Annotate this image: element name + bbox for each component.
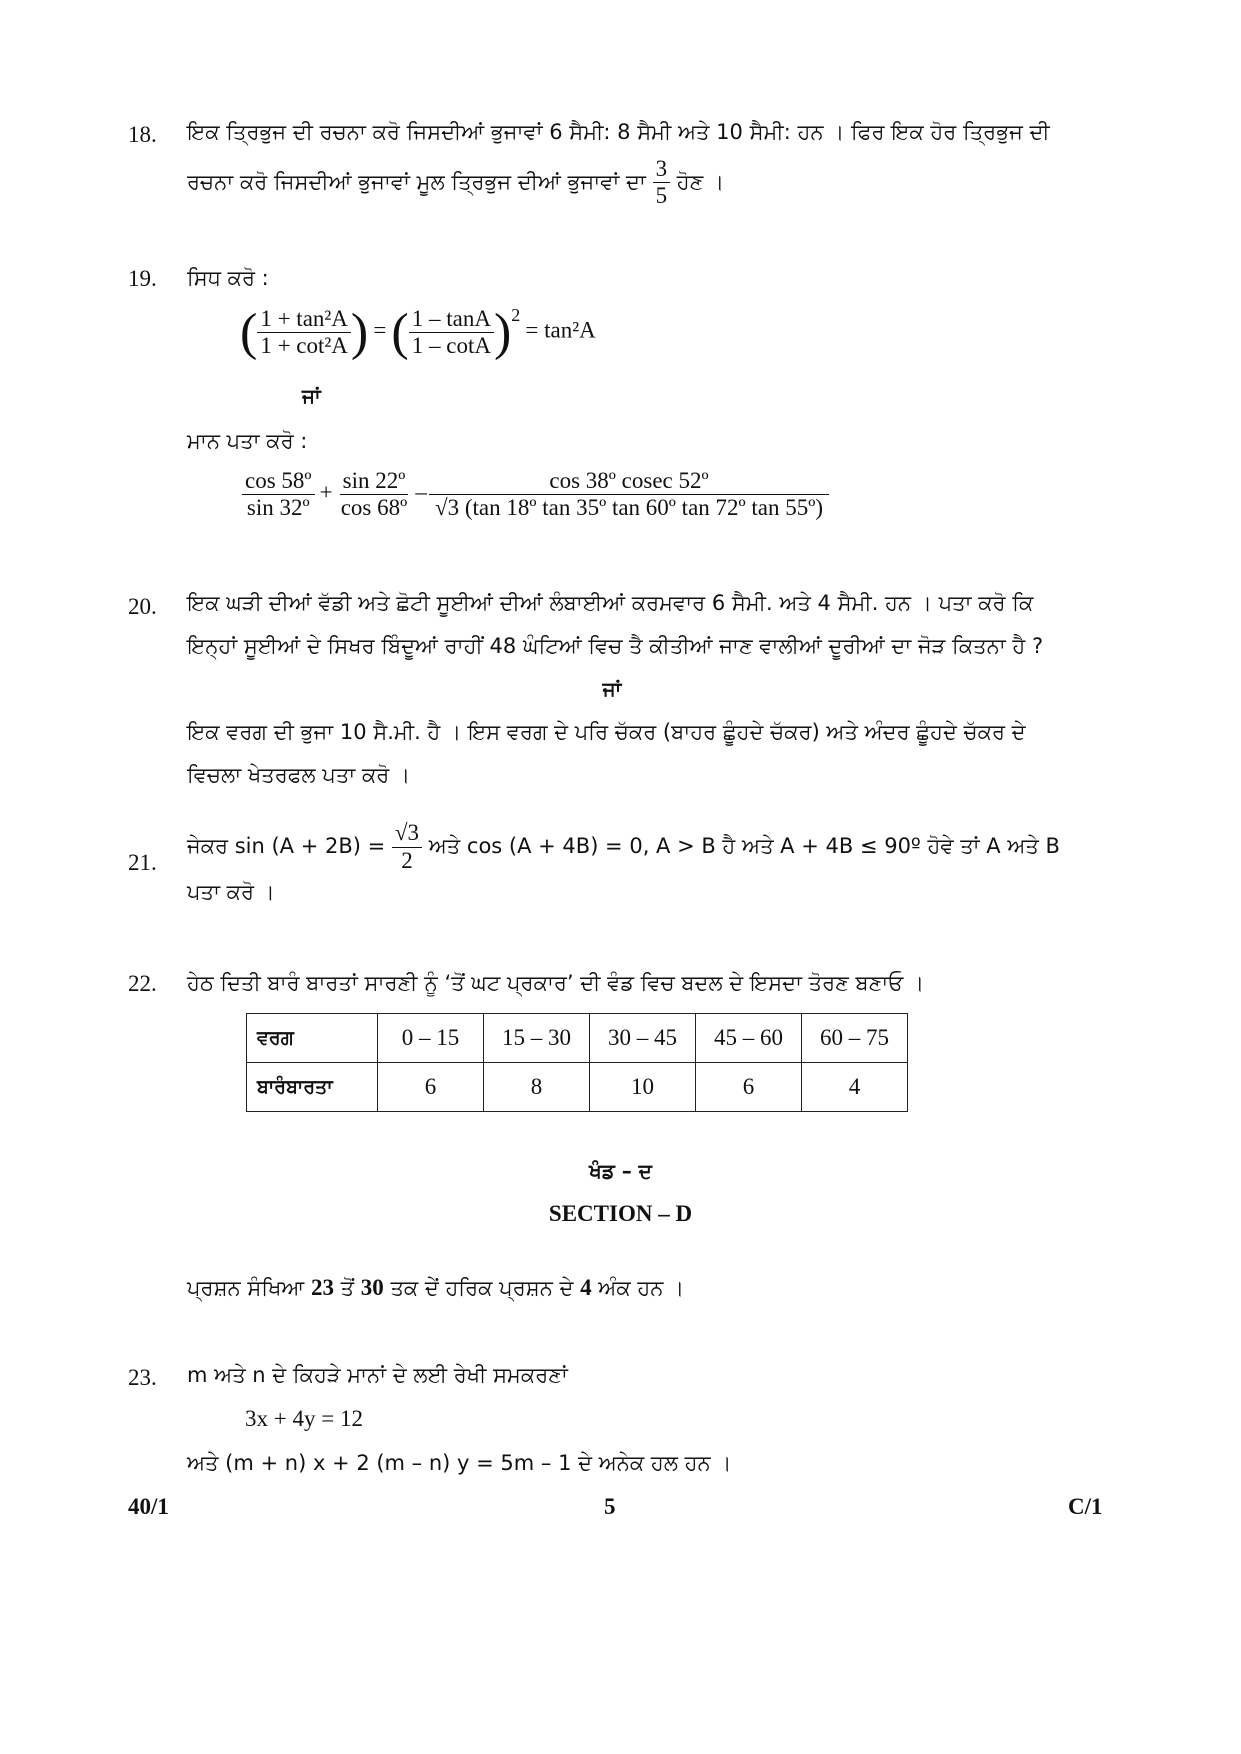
- section-title: SECTION – D: [548, 1201, 693, 1226]
- fraction: [257, 306, 351, 360]
- fraction: [409, 306, 494, 360]
- question-number: 21.: [128, 850, 157, 875]
- text-line: ਵਿਚਲਾ ਖੇਤਰਫਲ ਪਤਾ ਕਰੋ ।: [187, 763, 411, 787]
- text-line: ਇਕ ਵਰਗ ਦੀ ਭੁਜਾ 10 ਸੈ.ਮੀ. ਹੈ । ਇਸ ਵਰਗ ਦੇ ਪਰਿ ਚੱਕਰ (ਬਾਹਰ ਛੂੰਹਦੇ ਚੱਕਰ) ਅਤੇ ਅੰਦਰ ਛੂੰਹਦੇ ਚੱਕਰ ਦੇ: [187, 720, 1026, 744]
- table-cell: 45 – 60: [696, 1014, 802, 1063]
- prove-label: ਸਿਧ ਕਰੋ :: [187, 266, 269, 290]
- page-number: 5: [604, 1494, 616, 1519]
- question-number: 22.: [128, 971, 157, 996]
- text-line: ਇਕ ਤ੍ਰਿਭੁਜ ਦੀ ਰਚਨਾ ਕਰੋ ਜਿਸਦੀਆਂ ਭੁਜਾਵਾਂ 6 ਸੈਮੀ: 8 ਸੈਮੀ ਅਤੇ 10 ਸੈਮੀ: ਹਨ । ਫਿਰ ਇਕ ਹੋਰ ਤ੍ਰਿਭੁਜ ਦੀ: [187, 120, 1050, 144]
- table-cell: 0 – 15: [378, 1014, 484, 1063]
- text-line: m ਅਤੇ n ਦੇ ਕਿਹੜੇ ਮਾਨਾਂ ਦੇ ਲਈ ਰੇਖੀ ਸਮਕਰਣਾਂ: [187, 1363, 568, 1387]
- plus-sign: +: [319, 479, 333, 505]
- table-row: [247, 1014, 908, 1063]
- text-fragment: ਜੇਕਰ sin (A + 2B) =: [187, 834, 386, 858]
- text-line: ਇਨ੍ਹਾਂ ਸੂਈਆਂ ਦੇ ਸਿਖਰ ਬਿੰਦੂਆਂ ਰਾਹੀਂ 48 ਘੰਟਿਆਂ ਵਿਚ ਤੈ ਕੀਤੀਆਂ ਜਾਣ ਵਾਲੀਆਂ ਦੂਰੀਆਂ ਦਾ ਜੋੜ ਕਿਤਨਾ ਹੈ ?: [187, 634, 1044, 658]
- fraction-numerator: 1 – tanA: [409, 306, 494, 333]
- text-fragment: 30: [360, 1275, 384, 1300]
- text-line: ਇਕ ਘੜੀ ਦੀਆਂ ਵੱਡੀ ਅਤੇ ਛੋਟੀ ਸੂਈਆਂ ਦੀਆਂ ਲੰਬਾਈਆਂ ਕਰਮਵਾਰ 6 ਸੈਮੀ. ਅਤੇ 4 ਸੈਮੀ. ਹਨ । ਪਤਾ ਕਰੋ ਕਿ: [187, 591, 1034, 615]
- find-label: ਮਾਨ ਪਤਾ ਕਰੋ :: [187, 429, 308, 453]
- fraction-denominator: sin 32º: [246, 495, 310, 521]
- fraction-numerator: cos 58º: [242, 468, 315, 495]
- table-row: [247, 1063, 908, 1112]
- fraction-denominator: √3 (tan 18º tan 35º tan 60º tan 72º tan 55º): [434, 495, 824, 521]
- text-fragment: ਰਚਨਾ ਕਰੋ ਜਿਸਦੀਆਂ ਭੁਜਾਵਾਂ ਮੂਲ ਤ੍ਰਿਭੁਜ ਦੀਆਂ ਭੁਜਾਵਾਂ ਦਾ: [187, 169, 646, 194]
- fraction-numerator: cos 38º cosec 52º: [429, 468, 829, 495]
- section-title-punjabi: ਖੰਡ – ਦ: [589, 1159, 652, 1183]
- fraction: [653, 156, 671, 210]
- text-fragment: 23: [310, 1275, 334, 1300]
- identity-equation: ( $\frac{\text{1 + tan²A}}{\text{1 + cot²A}}$ ) = ( $\frac{1 - \tan A}{1 - \cot A}$ )$^2$ = tan²A: [240, 303, 596, 361]
- question-text: ਹੇਠ ਦਿਤੀ ਬਾਰੰ ਬਾਰਤਾਂ ਸਾਰਣੀ ਨੂੰ ‘ਤੋਂ ਘਟ ਪ੍ਰਕਾਰ’ ਦੀ ਵੰਡ ਵਿਚ ਬਦਲ ਦੇ ਇਸਦਾ ਤੋਰਣ ਬਣਾਓ ।: [187, 971, 925, 995]
- fraction-denominator: 2: [401, 847, 413, 873]
- text-line: ਅਤੇ (m + n) x + 2 (m – n) y = 5m – 1 ਦੇ ਅਨੇਕ ਹਲ ਹਨ ।: [187, 1451, 732, 1475]
- question-text: [187, 582, 1107, 797]
- evaluate-expression: [242, 468, 826, 522]
- fraction-numerator: √3: [392, 820, 422, 847]
- text-line: [187, 156, 1107, 210]
- table-cell: 60 – 75: [802, 1014, 908, 1063]
- text-fragment: ਅੰਕ ਹਨ ।: [598, 1276, 685, 1300]
- table-cell: 4: [802, 1063, 908, 1112]
- question-text: [187, 1353, 1107, 1485]
- set-code: C/1: [1068, 1494, 1103, 1519]
- text-fragment: ਪ੍ਰਸ਼ਨ ਸੰਖਿਆ: [187, 1276, 305, 1300]
- fraction-denominator: 1 + cot²A: [260, 333, 348, 359]
- equation: 3x + 4y = 12: [245, 1406, 363, 1431]
- table-cell: 8: [484, 1063, 590, 1112]
- question-number: 20.: [128, 594, 157, 619]
- question-number: 19.: [128, 266, 157, 291]
- table-cell: 6: [378, 1063, 484, 1112]
- equation-rhs: = tan²A: [525, 317, 596, 343]
- question-text: [187, 818, 1107, 910]
- row-header: ਬਾਰੰਬਾਰਤਾ: [247, 1063, 378, 1112]
- fraction: [392, 820, 422, 874]
- fraction: [242, 468, 315, 522]
- fraction: [432, 468, 826, 522]
- text-fragment: ਹੋਣ ।: [676, 169, 725, 194]
- fraction-denominator: cos 68º: [340, 495, 408, 521]
- exponent: 2: [511, 305, 521, 326]
- question-number: 18.: [128, 122, 157, 147]
- row-header: ਵਰਗ: [247, 1014, 378, 1063]
- minus-sign: –: [415, 479, 427, 505]
- paper-code: 40/1: [128, 1494, 169, 1519]
- text-fragment: ਤਕ ਦੇਂ ਹਰਿਕ ਪ੍ਰਸ਼ਨ ਦੇ: [390, 1276, 574, 1300]
- text-fragment: 4: [580, 1275, 592, 1300]
- text-line: ਪਤਾ ਕਰੋ ।: [187, 880, 275, 904]
- fraction-denominator: 1 – cotA: [411, 333, 491, 359]
- fraction-denominator: 5: [655, 183, 668, 209]
- equals-sign: =: [373, 317, 387, 343]
- or-label: ਜਾਂ: [302, 384, 321, 408]
- fraction-numerator: sin 22º: [340, 468, 409, 495]
- text-fragment: ਤੋਂ: [340, 1276, 355, 1300]
- or-label: ਜਾਂ: [602, 677, 622, 701]
- fraction: [338, 468, 411, 522]
- table-cell: 10: [590, 1063, 696, 1112]
- fraction-numerator: 3: [653, 156, 671, 183]
- frequency-table: [246, 1013, 908, 1112]
- section-instructions: [187, 1275, 684, 1301]
- text-fragment: ਅਤੇ cos (A + 4B) = 0, A > B ਹੈ ਅਤੇ A + 4B ≤ 90º ਹੋਵੇ ਤਾਂ A ਅਤੇ B: [428, 834, 1060, 858]
- table-cell: 15 – 30: [484, 1014, 590, 1063]
- question-number: 23.: [128, 1365, 157, 1390]
- table-cell: 6: [696, 1063, 802, 1112]
- fraction-numerator: 1 + tan²A: [257, 306, 351, 333]
- table-cell: 30 – 45: [590, 1014, 696, 1063]
- text-line: [187, 818, 1107, 874]
- question-text: [187, 108, 1107, 210]
